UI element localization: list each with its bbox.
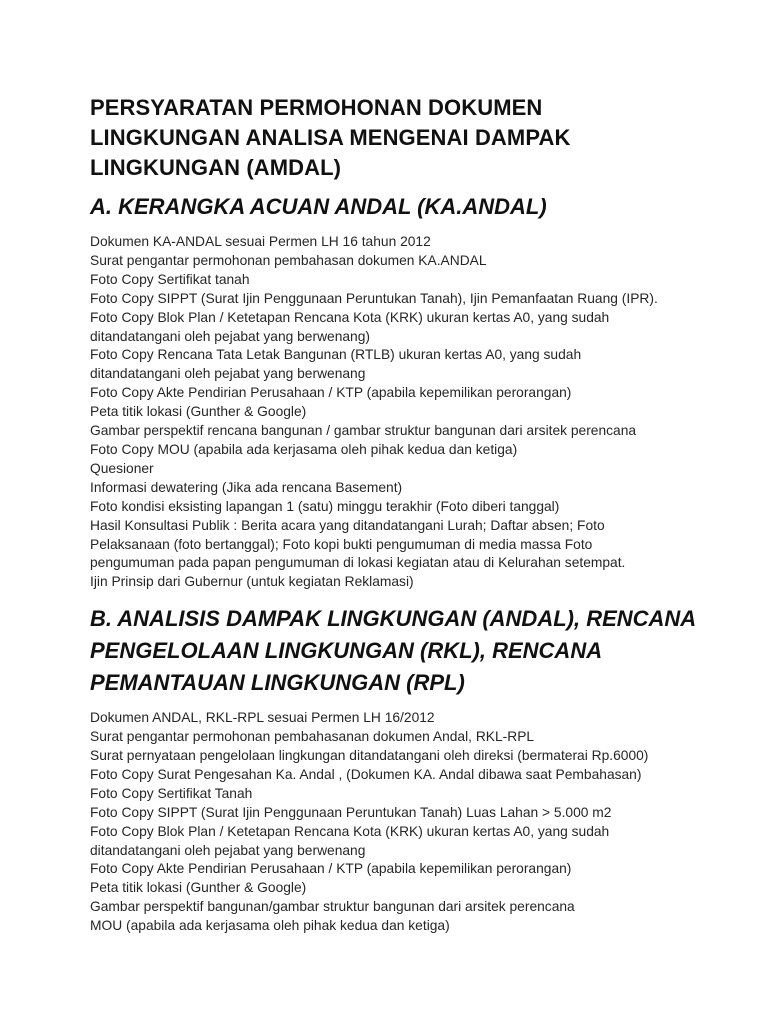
list-item: ditandatangani oleh pejabat yang berwenang)	[90, 328, 370, 344]
list-item: ditandatangani oleh pejabat yang berwenang	[90, 842, 366, 858]
list-item: Foto Copy SIPPT (Surat Ijin Penggunaan Peruntukan Tanah), Ijin Pemanfaatan Ruang (IPR).	[90, 290, 658, 306]
document-page	[90, 93, 730, 936]
list-item: Foto Copy Blok Plan / Ketetapan Rencana Kota (KRK) ukuran kertas A0, yang sudah	[90, 309, 610, 325]
list-item: Gambar perspektif bangunan/gambar struktur bangunan dari arsitek perencana	[90, 899, 575, 915]
list-item: Surat pengantar permohonan pembahasanan dokumen Andal, RKL-RPL	[90, 729, 535, 745]
list-item: Surat pernyataan pengelolaan lingkungan ditandatangani oleh direksi (bermaterai Rp.6000)	[90, 748, 649, 764]
list-item: Dokumen KA-ANDAL sesuai Permen LH 16 tahun 2012	[90, 234, 431, 249]
list-item: Surat pengantar permohonan pembahasan dokumen KA.ANDAL	[90, 252, 487, 268]
document-title-line: PERSYARATAN PERMOHONAN DOKUMEN	[90, 95, 543, 120]
list-item: Foto Copy Blok Plan / Ketetapan Rencana Kota (KRK) ukuran kertas A0, yang sudah	[90, 823, 610, 839]
list-item: pengumuman pada papan pengumuman di lokasi kegiatan atau di Kelurahan setempat.	[90, 555, 626, 571]
document-title-line: LINGKUNGAN (AMDAL)	[90, 155, 342, 180]
document-title-line: LINGKUNGAN ANALISA MENGENAI DAMPAK	[90, 125, 571, 150]
list-item: Pelaksanaan (foto bertanggal); Foto kopi bukti pengumuman di media massa Foto	[90, 536, 593, 552]
list-item: Peta titik lokasi (Gunther & Google)	[90, 880, 307, 896]
list-item: Dokumen ANDAL, RKL-RPL sesuai Permen LH 16/2012	[90, 710, 435, 726]
list-item: Foto Copy Sertifikat tanah	[90, 271, 250, 287]
list-item: Foto Copy SIPPT (Surat Ijin Penggunaan Peruntukan Tanah) Luas Lahan > 5.000 m2	[90, 804, 612, 820]
list-item: Foto Copy Rencana Tata Letak Bangunan (RTLB) ukuran kertas A0, yang sudah	[90, 347, 582, 363]
list-item: Quesioner	[90, 460, 154, 476]
list-item: Foto Copy Sertifikat Tanah	[90, 785, 253, 801]
document-title	[90, 93, 730, 183]
section-b-heading-line: PENGELOLAAN LINGKUNGAN (RKL), RENCANA	[90, 638, 603, 664]
list-item: MOU (apabila ada kerjasama oleh pihak kedua dan ketiga)	[90, 918, 450, 934]
section-b-heading	[90, 603, 730, 699]
list-item: Ijin Prinsip dari Gubernur (untuk kegiatan Reklamasi)	[90, 574, 414, 590]
section-a-heading: A. KERANGKA ACUAN ANDAL (KA.ANDAL)	[90, 194, 547, 219]
list-item: Peta titik lokasi (Gunther & Google)	[90, 404, 307, 420]
list-item: Informasi dewatering (Jika ada rencana Basement)	[90, 479, 403, 495]
list-item: Foto kondisi eksisting lapangan 1 (satu) minggu terakhir (Foto diberi tanggal)	[90, 498, 560, 514]
list-item: ditandatangani oleh pejabat yang berwenang	[90, 366, 366, 382]
section-b-heading-line: B. ANALISIS DAMPAK LINGKUNGAN (ANDAL), RENCANA	[90, 606, 697, 632]
list-item: Hasil Konsultasi Publik : Berita acara yang ditandatangani Lurah; Daftar absen; Foto	[90, 517, 605, 533]
list-item: Foto Copy Akte Pendirian Perusahaan / KTP (apabila kepemilikan perorangan)	[90, 861, 572, 877]
section-b-list	[90, 709, 730, 936]
list-item: Foto Copy Surat Pengesahan Ka. Andal , (Dokumen KA. Andal dibawa saat Pembahasan)	[90, 766, 642, 782]
section-a-list	[90, 233, 730, 592]
list-item: Foto Copy MOU (apabila ada kerjasama oleh pihak kedua dan ketiga)	[90, 441, 518, 457]
section-b-heading-line: PEMANTAUAN LINGKUNGAN (RPL)	[90, 670, 465, 696]
list-item: Gambar perspektif rencana bangunan / gambar struktur bangunan dari arsitek perencana	[90, 423, 637, 439]
list-item: Foto Copy Akte Pendirian Perusahaan / KTP (apabila kepemilikan perorangan)	[90, 385, 572, 401]
